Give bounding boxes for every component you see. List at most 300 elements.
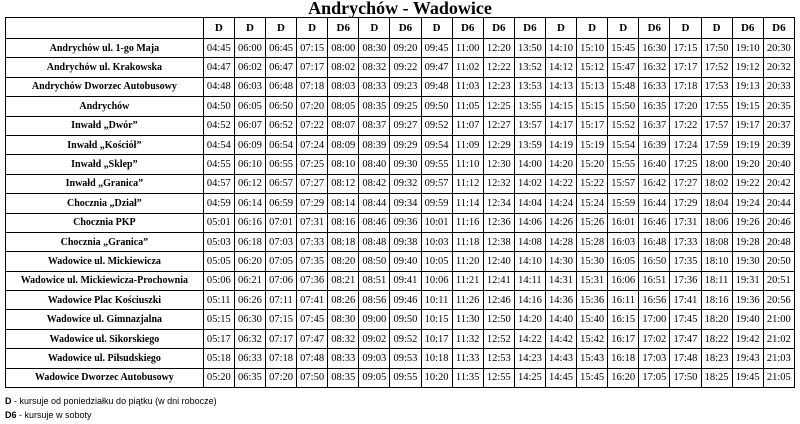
departure-time: 09:46 (390, 291, 421, 310)
departure-time: 15:36 (577, 291, 608, 310)
departure-time: 04:54 (203, 135, 234, 154)
departure-time: 15:50 (608, 97, 639, 116)
departure-time: 21:02 (763, 329, 794, 348)
departure-time: 17:57 (701, 116, 732, 135)
departure-time: 13:55 (514, 97, 545, 116)
departure-time: 16:15 (608, 310, 639, 329)
departure-time: 20:50 (763, 252, 794, 271)
departure-time: 06:35 (234, 368, 265, 387)
departure-time: 09:32 (390, 174, 421, 193)
departure-time: 15:43 (577, 349, 608, 368)
departure-time: 08:14 (328, 194, 359, 213)
departure-time: 11:07 (452, 116, 483, 135)
departure-time: 15:20 (577, 155, 608, 174)
column-header: D6 (328, 18, 359, 39)
departure-time: 06:12 (234, 174, 265, 193)
departure-time: 10:17 (421, 329, 452, 348)
column-header: D6 (763, 18, 794, 39)
departure-time: 14:06 (514, 213, 545, 232)
departure-time: 06:48 (265, 77, 296, 96)
departure-time: 06:16 (234, 213, 265, 232)
table-row (6, 155, 795, 174)
departure-time: 13:57 (514, 116, 545, 135)
departure-time: 16:01 (608, 213, 639, 232)
departure-time: 12:50 (483, 310, 514, 329)
departure-time: 15:24 (577, 194, 608, 213)
departure-time: 10:15 (421, 310, 452, 329)
departure-time: 06:32 (234, 329, 265, 348)
departure-time: 06:55 (265, 155, 296, 174)
departure-time: 07:33 (297, 232, 328, 251)
departure-time: 08:51 (359, 271, 390, 290)
departure-time: 12:46 (483, 291, 514, 310)
column-header: D6 (483, 18, 514, 39)
departure-time: 16:18 (608, 349, 639, 368)
departure-time: 16:06 (608, 271, 639, 290)
departure-time: 15:15 (577, 97, 608, 116)
departure-time: 11:18 (452, 232, 483, 251)
departure-time: 08:56 (359, 291, 390, 310)
departure-time: 15:13 (577, 77, 608, 96)
departure-time: 19:13 (732, 77, 763, 96)
departure-time: 09:55 (390, 368, 421, 387)
table-row (6, 116, 795, 135)
departure-time: 16:17 (608, 329, 639, 348)
departure-time: 09:27 (390, 116, 421, 135)
departure-time: 17:35 (670, 252, 701, 271)
departure-time: 06:21 (234, 271, 265, 290)
departure-time: 20:37 (763, 116, 794, 135)
table-row (6, 135, 795, 154)
departure-time: 08:00 (328, 39, 359, 58)
departure-time: 14:30 (545, 252, 576, 271)
departure-time: 06:09 (234, 135, 265, 154)
departure-time: 06:00 (234, 39, 265, 58)
departure-time: 09:22 (390, 58, 421, 77)
departure-time: 12:34 (483, 194, 514, 213)
departure-time: 20:30 (763, 39, 794, 58)
stop-name: Andrychów (6, 97, 204, 116)
departure-time: 07:36 (297, 271, 328, 290)
departure-time: 20:48 (763, 232, 794, 251)
stop-name: Wadowice ul. Gimnazjalna (6, 310, 204, 329)
departure-time: 09:00 (359, 310, 390, 329)
table-row (6, 252, 795, 271)
departure-time: 11:03 (452, 77, 483, 96)
departure-time: 09:36 (390, 213, 421, 232)
departure-time: 14:19 (545, 135, 576, 154)
departure-time: 09:48 (421, 77, 452, 96)
departure-time: 17:55 (701, 97, 732, 116)
legend-text: - kursuje od poniedziałku do piątku (w dni robocze) (11, 396, 217, 406)
departure-time: 05:20 (203, 368, 234, 387)
departure-time: 07:06 (265, 271, 296, 290)
departure-time: 07:11 (265, 291, 296, 310)
departure-time: 17:27 (670, 174, 701, 193)
departure-time: 09:50 (421, 97, 452, 116)
departure-time: 19:12 (732, 58, 763, 77)
departure-time: 20:35 (763, 97, 794, 116)
departure-time: 09:05 (359, 368, 390, 387)
departure-time: 14:28 (545, 232, 576, 251)
departure-time: 15:57 (608, 174, 639, 193)
departure-time: 07:50 (297, 368, 328, 387)
departure-time: 09:47 (421, 58, 452, 77)
stop-name: Inwałd „Sklep” (6, 155, 204, 174)
departure-time: 17:18 (670, 77, 701, 96)
departure-time: 17:17 (670, 58, 701, 77)
stop-name: Andrychów ul. Krakowska (6, 58, 204, 77)
departure-time: 14:20 (545, 155, 576, 174)
departure-time: 14:10 (545, 39, 576, 58)
departure-time: 14:20 (514, 310, 545, 329)
departure-time: 06:14 (234, 194, 265, 213)
departure-time: 13:59 (514, 135, 545, 154)
departure-time: 17:45 (670, 310, 701, 329)
departure-time: 14:04 (514, 194, 545, 213)
departure-time: 10:20 (421, 368, 452, 387)
departure-time: 08:16 (328, 213, 359, 232)
departure-time: 07:17 (297, 58, 328, 77)
departure-time: 11:35 (452, 368, 483, 387)
departure-time: 05:03 (203, 232, 234, 251)
departure-time: 20:32 (763, 58, 794, 77)
legend-code: D6 (5, 410, 17, 420)
departure-time: 19:22 (732, 174, 763, 193)
departure-time: 09:38 (390, 232, 421, 251)
column-header: D (234, 18, 265, 39)
departure-time: 11:30 (452, 310, 483, 329)
departure-time: 16:56 (639, 291, 670, 310)
departure-time: 12:20 (483, 39, 514, 58)
departure-time: 07:17 (265, 329, 296, 348)
departure-time: 07:18 (297, 77, 328, 96)
departure-time: 20:40 (763, 155, 794, 174)
departure-time: 16:37 (639, 116, 670, 135)
departure-time: 07:18 (265, 349, 296, 368)
departure-time: 08:10 (328, 155, 359, 174)
table-row (6, 97, 795, 116)
departure-time: 13:50 (514, 39, 545, 58)
departure-time: 18:06 (701, 213, 732, 232)
departure-time: 16:33 (639, 77, 670, 96)
column-header: D6 (639, 18, 670, 39)
departure-time: 12:22 (483, 58, 514, 77)
stop-name: Chocznia „Dział” (6, 194, 204, 213)
departure-time: 07:31 (297, 213, 328, 232)
departure-time: 17:03 (639, 349, 670, 368)
departure-time: 11:16 (452, 213, 483, 232)
departure-time: 08:12 (328, 174, 359, 193)
table-row (6, 368, 795, 387)
departure-time: 19:26 (732, 213, 763, 232)
departure-time: 19:17 (732, 116, 763, 135)
table-row (6, 271, 795, 290)
departure-time: 12:30 (483, 155, 514, 174)
departure-time: 20:51 (763, 271, 794, 290)
departure-time: 14:36 (545, 291, 576, 310)
table-row (6, 310, 795, 329)
departure-time: 04:52 (203, 116, 234, 135)
stop-name: Wadowice ul. Piłsudskiego (6, 349, 204, 368)
departure-time: 08:40 (359, 155, 390, 174)
departure-time: 07:05 (265, 252, 296, 271)
departure-time: 17:05 (639, 368, 670, 387)
departure-time: 05:11 (203, 291, 234, 310)
departure-time: 09:57 (421, 174, 452, 193)
table-row (6, 291, 795, 310)
departure-time: 14:02 (514, 174, 545, 193)
departure-time: 11:26 (452, 291, 483, 310)
departure-time: 19:28 (732, 232, 763, 251)
departure-time: 07:15 (265, 310, 296, 329)
departure-time: 18:25 (701, 368, 732, 387)
departure-time: 20:44 (763, 194, 794, 213)
departure-time: 16:46 (639, 213, 670, 232)
departure-time: 14:25 (514, 368, 545, 387)
departure-time: 14:15 (545, 97, 576, 116)
departure-time: 19:36 (732, 291, 763, 310)
departure-time: 11:14 (452, 194, 483, 213)
departure-time: 05:05 (203, 252, 234, 271)
departure-time: 18:08 (701, 232, 732, 251)
departure-time: 12:32 (483, 174, 514, 193)
departure-time: 14:00 (514, 155, 545, 174)
departure-time: 08:37 (359, 116, 390, 135)
departure-time: 05:18 (203, 349, 234, 368)
departure-time: 16:20 (608, 368, 639, 387)
legend-text: - kursuje w soboty (16, 410, 92, 420)
departure-time: 06:59 (265, 194, 296, 213)
departure-time: 09:30 (390, 155, 421, 174)
departure-time: 07:47 (297, 329, 328, 348)
departure-time: 11:32 (452, 329, 483, 348)
departure-time: 08:39 (359, 135, 390, 154)
departure-time: 09:41 (390, 271, 421, 290)
departure-time: 09:53 (390, 349, 421, 368)
departure-time: 06:26 (234, 291, 265, 310)
departure-time: 15:28 (577, 232, 608, 251)
departure-time: 07:29 (297, 194, 328, 213)
departure-time: 15:26 (577, 213, 608, 232)
column-header: D (359, 18, 390, 39)
departure-time: 14:42 (545, 329, 576, 348)
departure-time: 06:30 (234, 310, 265, 329)
departure-time: 06:45 (265, 39, 296, 58)
departure-time: 17:25 (670, 155, 701, 174)
stop-name: Inwałd „Granica” (6, 174, 204, 193)
departure-time: 19:15 (732, 97, 763, 116)
departure-time: 17:24 (670, 135, 701, 154)
departure-time: 11:02 (452, 58, 483, 77)
departure-time: 11:20 (452, 252, 483, 271)
departure-time: 14:23 (514, 349, 545, 368)
departure-time: 20:46 (763, 213, 794, 232)
departure-time: 10:05 (421, 252, 452, 271)
departure-time: 13:53 (514, 77, 545, 96)
departure-time: 07:20 (297, 97, 328, 116)
column-header: D (701, 18, 732, 39)
departure-time: 06:18 (234, 232, 265, 251)
departure-time: 17:59 (701, 135, 732, 154)
departure-time: 15:47 (608, 58, 639, 77)
departure-time: 08:18 (328, 232, 359, 251)
stop-name: Andrychów Dworzec Autobusowy (6, 77, 204, 96)
column-header: D (577, 18, 608, 39)
departure-time: 15:22 (577, 174, 608, 193)
departure-time: 16:03 (608, 232, 639, 251)
departure-time: 08:35 (359, 97, 390, 116)
departure-time: 15:40 (577, 310, 608, 329)
departure-time: 16:11 (608, 291, 639, 310)
departure-time: 06:07 (234, 116, 265, 135)
departure-time: 14:40 (545, 310, 576, 329)
departure-time: 18:22 (701, 329, 732, 348)
departure-time: 17:50 (670, 368, 701, 387)
departure-time: 04:45 (203, 39, 234, 58)
table-row (6, 194, 795, 213)
departure-time: 15:19 (577, 135, 608, 154)
departure-time: 15:45 (608, 39, 639, 58)
departure-time: 14:13 (545, 77, 576, 96)
departure-time: 19:24 (732, 194, 763, 213)
departure-time: 18:20 (701, 310, 732, 329)
departure-time: 08:33 (328, 349, 359, 368)
departure-time: 19:30 (732, 252, 763, 271)
departure-time: 08:05 (328, 97, 359, 116)
departure-time: 09:52 (390, 329, 421, 348)
departure-time: 17:41 (670, 291, 701, 310)
departure-time: 07:45 (297, 310, 328, 329)
departure-time: 15:45 (577, 368, 608, 387)
departure-time: 17:22 (670, 116, 701, 135)
stop-name: Inwałd „Dwór” (6, 116, 204, 135)
stop-name: Wadowice ul. Mickiewicza-Prochownia (6, 271, 204, 290)
departure-time: 14:22 (514, 329, 545, 348)
departure-time: 08:30 (328, 310, 359, 329)
departure-time: 09:03 (359, 349, 390, 368)
departure-time: 07:15 (297, 39, 328, 58)
legend-item (5, 410, 92, 421)
departure-time: 06:10 (234, 155, 265, 174)
table-row (6, 58, 795, 77)
departure-time: 14:11 (514, 271, 545, 290)
departure-time: 11:10 (452, 155, 483, 174)
departure-time: 15:10 (577, 39, 608, 58)
departure-time: 15:55 (608, 155, 639, 174)
timetable (5, 17, 795, 388)
departure-time: 12:25 (483, 97, 514, 116)
column-header: D6 (452, 18, 483, 39)
departure-time: 07:35 (297, 252, 328, 271)
departure-time: 04:47 (203, 58, 234, 77)
departure-time: 08:32 (359, 58, 390, 77)
departure-time: 16:05 (608, 252, 639, 271)
departure-time: 11:00 (452, 39, 483, 58)
departure-time: 04:57 (203, 174, 234, 193)
departure-time: 14:22 (545, 174, 576, 193)
header-corner (6, 18, 204, 39)
departure-time: 08:03 (328, 77, 359, 96)
table-row (6, 174, 795, 193)
departure-time: 18:10 (701, 252, 732, 271)
column-header: D6 (514, 18, 545, 39)
departure-time: 10:18 (421, 349, 452, 368)
departure-time: 04:55 (203, 155, 234, 174)
departure-time: 19:40 (732, 310, 763, 329)
departure-time: 09:50 (390, 310, 421, 329)
departure-time: 18:16 (701, 291, 732, 310)
departure-time: 15:42 (577, 329, 608, 348)
departure-time: 20:56 (763, 291, 794, 310)
departure-time: 08:21 (328, 271, 359, 290)
departure-time: 08:20 (328, 252, 359, 271)
departure-time: 20:42 (763, 174, 794, 193)
departure-time: 20:33 (763, 77, 794, 96)
page-title: Andrychów - Wadowice (308, 0, 492, 18)
departure-time: 08:26 (328, 291, 359, 310)
departure-time: 17:31 (670, 213, 701, 232)
departure-time: 16:32 (639, 58, 670, 77)
departure-time: 07:48 (297, 349, 328, 368)
departure-time: 09:55 (421, 155, 452, 174)
departure-time: 19:43 (732, 349, 763, 368)
table-row (6, 232, 795, 251)
departure-time: 15:52 (608, 116, 639, 135)
stop-name: Wadowice ul. Sikorskiego (6, 329, 204, 348)
departure-time: 07:27 (297, 174, 328, 193)
departure-time: 18:02 (701, 174, 732, 193)
departure-time: 18:00 (701, 155, 732, 174)
departure-time: 21:03 (763, 349, 794, 368)
departure-time: 09:29 (390, 135, 421, 154)
departure-time: 10:01 (421, 213, 452, 232)
departure-time: 06:20 (234, 252, 265, 271)
departure-time: 07:24 (297, 135, 328, 154)
table-row (6, 39, 795, 58)
departure-time: 14:12 (545, 58, 576, 77)
departure-time: 09:45 (421, 39, 452, 58)
stop-name: Chocznia PKP (6, 213, 204, 232)
departure-time: 14:08 (514, 232, 545, 251)
departure-time: 19:31 (732, 271, 763, 290)
departure-time: 05:01 (203, 213, 234, 232)
departure-time: 14:24 (545, 194, 576, 213)
departure-time: 14:10 (514, 252, 545, 271)
departure-time: 07:03 (265, 232, 296, 251)
departure-time: 12:41 (483, 271, 514, 290)
departure-time: 06:05 (234, 97, 265, 116)
column-header: D (203, 18, 234, 39)
departure-time: 18:11 (701, 271, 732, 290)
departure-time: 21:05 (763, 368, 794, 387)
departure-time: 12:38 (483, 232, 514, 251)
departure-time: 06:52 (265, 116, 296, 135)
departure-time: 09:40 (390, 252, 421, 271)
departure-time: 16:42 (639, 174, 670, 193)
departure-time: 07:22 (297, 116, 328, 135)
column-header: D (265, 18, 296, 39)
departure-time: 05:06 (203, 271, 234, 290)
departure-time: 17:29 (670, 194, 701, 213)
departure-time: 08:35 (328, 368, 359, 387)
departure-time: 08:30 (359, 39, 390, 58)
departure-time: 09:02 (359, 329, 390, 348)
departure-time: 09:54 (421, 135, 452, 154)
departure-time: 11:09 (452, 135, 483, 154)
departure-time: 05:15 (203, 310, 234, 329)
column-header: D (297, 18, 328, 39)
